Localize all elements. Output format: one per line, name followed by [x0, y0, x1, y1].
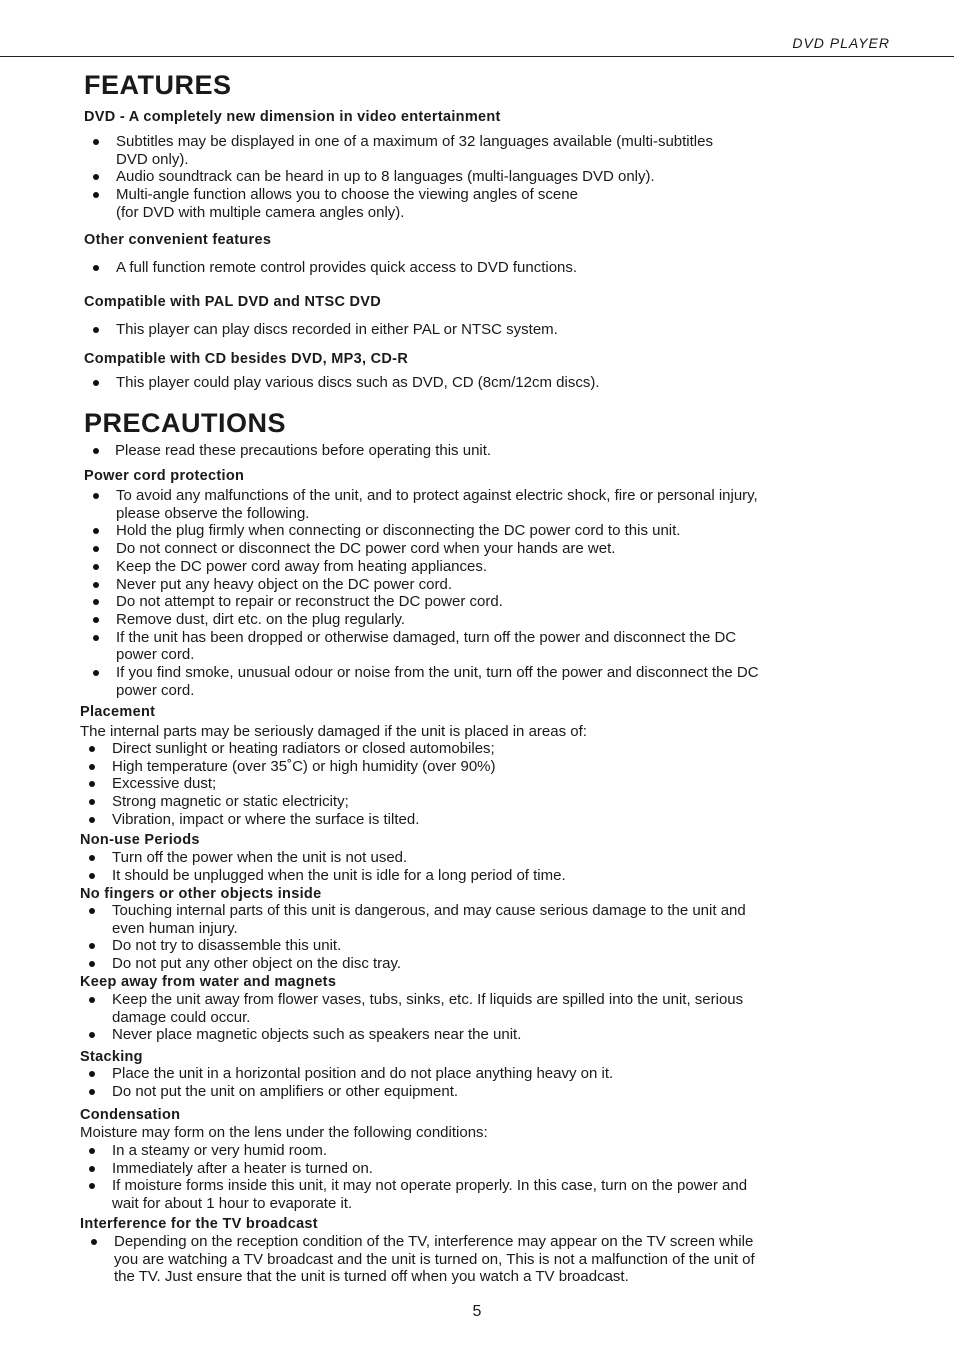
list-item: Keep the DC power cord away from heating appliances. — [84, 558, 759, 576]
features-heading-pal-ntsc: Compatible with PAL DVD and NTSC DVD — [84, 294, 382, 310]
list-item: Do not connect or disconnect the DC power cord when your hands are wet. — [84, 540, 759, 558]
list-item: A full function remote control provides quick access to DVD functions. — [84, 259, 577, 277]
precautions-list-power-cord — [84, 487, 759, 699]
precautions-heading-power-cord: Power cord protection — [84, 468, 245, 484]
precautions-list-no-fingers — [80, 902, 746, 973]
list-item: Place the unit in a horizontal position and do not place anything heavy on it. — [80, 1065, 613, 1083]
list-item: Turn off the power when the unit is not used. — [80, 849, 566, 867]
list-item: Excessive dust; — [80, 775, 496, 793]
placement-intro-text: The internal parts may be seriously damaged if the unit is placed in areas of: — [80, 723, 587, 740]
precautions-list-water-magnets — [80, 991, 743, 1044]
list-item: This player could play various discs such as DVD, CD (8cm/12cm discs). — [84, 374, 600, 392]
features-title: FEATURES — [84, 70, 232, 100]
list-item: It should be unplugged when the unit is idle for a long period of time. — [80, 867, 566, 885]
list-item: Depending on the reception condition of the TV, interference may appear on the TV screen while you are watching a TV broadcast and the unit is turned on, This is not a malfunction of the unit of the TV. Just ensure that the unit is turned off when you watch a TV broadcast. — [82, 1233, 755, 1286]
features-list-convenient — [84, 259, 577, 277]
list-item: Never place magnetic objects such as speakers near the unit. — [80, 1026, 743, 1044]
list-item: Do not try to disassemble this unit. — [80, 937, 746, 955]
precautions-heading-no-fingers: No fingers or other objects inside — [80, 886, 322, 902]
features-heading-convenient: Other convenient features — [84, 232, 272, 248]
list-item: High temperature (over 35˚C) or high humidity (over 90%) — [80, 758, 496, 776]
header-label: DVD PLAYER — [792, 35, 890, 51]
list-item: Immediately after a heater is turned on. — [80, 1160, 747, 1178]
features-heading-dvd: DVD - A completely new dimension in video entertainment — [84, 109, 501, 125]
list-item: Remove dust, dirt etc. on the plug regularly. — [84, 611, 759, 629]
list-item: Touching internal parts of this unit is dangerous, and may cause serious damage to the unit and even human injury. — [80, 902, 746, 937]
precautions-heading-tv-interference: Interference for the TV broadcast — [80, 1216, 318, 1232]
precautions-intro-list — [84, 442, 491, 460]
list-item: If moisture forms inside this unit, it may not operate properly. In this case, turn on the power and wait for about 1 hour to evaporate it. — [80, 1177, 747, 1212]
list-item: This player can play discs recorded in either PAL or NTSC system. — [84, 321, 558, 339]
list-item: Direct sunlight or heating radiators or closed automobiles; — [80, 740, 496, 758]
page-number: 5 — [472, 1303, 482, 1320]
list-item: Strong magnetic or static electricity; — [80, 793, 496, 811]
precautions-list-stacking — [80, 1065, 613, 1100]
precautions-list-tv-interference — [82, 1233, 755, 1286]
list-item: Multi-angle function allows you to choose the viewing angles of scene (for DVD with multiple camera angles only). — [84, 186, 713, 221]
list-item: Subtitles may be displayed in one of a maximum of 32 languages available (multi-subtitles DVD only). — [84, 133, 713, 168]
list-item: Never put any heavy object on the DC power cord. — [84, 576, 759, 594]
precautions-heading-water-magnets: Keep away from water and magnets — [80, 974, 337, 990]
precautions-title: PRECAUTIONS — [84, 408, 287, 438]
list-item: Keep the unit away from flower vases, tubs, sinks, etc. If liquids are spilled into the unit, serious damage could occur. — [80, 991, 743, 1026]
list-item: Hold the plug firmly when connecting or disconnecting the DC power cord to this unit. — [84, 522, 759, 540]
precautions-list-condensation — [80, 1142, 747, 1213]
precautions-list-placement — [80, 740, 496, 829]
precautions-heading-condensation: Condensation — [80, 1107, 181, 1123]
list-item: Do not put the unit on amplifiers or other equipment. — [80, 1083, 613, 1101]
features-list-dvd — [84, 133, 713, 222]
list-item: Do not put any other object on the disc tray. — [80, 955, 746, 973]
condensation-intro-text: Moisture may form on the lens under the following conditions: — [80, 1124, 488, 1141]
list-item: Please read these precautions before operating this unit. — [84, 442, 491, 460]
features-list-cd — [84, 374, 600, 392]
list-item: If the unit has been dropped or otherwise damaged, turn off the power and disconnect the DC power cord. — [84, 629, 759, 664]
header-rule — [0, 56, 954, 57]
list-item: If you find smoke, unusual odour or noise from the unit, turn off the power and disconnect the DC power cord. — [84, 664, 759, 699]
list-item: To avoid any malfunctions of the unit, and to protect against electric shock, fire or personal injury, please observe the following. — [84, 487, 759, 522]
features-list-pal-ntsc — [84, 321, 558, 339]
precautions-heading-stacking: Stacking — [80, 1049, 143, 1065]
list-item: Audio soundtrack can be heard in up to 8 languages (multi-languages DVD only). — [84, 168, 713, 186]
list-item: In a steamy or very humid room. — [80, 1142, 747, 1160]
precautions-heading-placement: Placement — [80, 704, 156, 720]
list-item: Vibration, impact or where the surface is tilted. — [80, 811, 496, 829]
precautions-list-non-use — [80, 849, 566, 884]
precautions-heading-non-use: Non-use Periods — [80, 832, 200, 848]
list-item: Do not attempt to repair or reconstruct the DC power cord. — [84, 593, 759, 611]
features-heading-cd: Compatible with CD besides DVD, MP3, CD-R — [84, 351, 409, 367]
